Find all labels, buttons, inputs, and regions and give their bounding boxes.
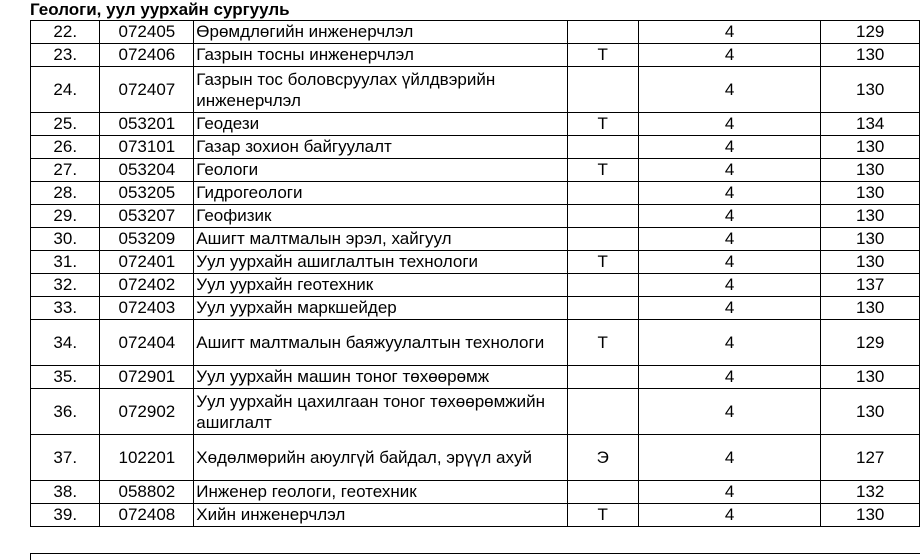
row-number: 28. bbox=[31, 182, 100, 205]
program-code: 073101 bbox=[100, 136, 194, 159]
program-code: 053204 bbox=[100, 159, 194, 182]
table-row bbox=[31, 251, 920, 274]
program-code: 053207 bbox=[100, 205, 194, 228]
program-type: Э bbox=[567, 435, 638, 481]
table-row bbox=[31, 274, 920, 297]
program-credits: 130 bbox=[821, 67, 920, 113]
program-name: Геофизик bbox=[194, 205, 567, 228]
program-name: Хөдөлмөрийн аюулгүй байдал, эрүүл ахуй bbox=[194, 435, 567, 481]
program-code: 058802 bbox=[100, 481, 194, 504]
program-type: Т bbox=[567, 44, 638, 67]
table-row bbox=[31, 320, 920, 366]
program-credits: 130 bbox=[821, 159, 920, 182]
row-number: 25. bbox=[31, 113, 100, 136]
program-type bbox=[567, 136, 638, 159]
program-credits: 130 bbox=[821, 44, 920, 67]
program-years: 4 bbox=[638, 504, 821, 527]
program-type: Т bbox=[567, 504, 638, 527]
program-code: 072407 bbox=[100, 67, 194, 113]
program-type bbox=[567, 21, 638, 44]
program-type bbox=[567, 389, 638, 435]
program-years: 4 bbox=[638, 182, 821, 205]
program-credits: 137 bbox=[821, 274, 920, 297]
row-number: 35. bbox=[31, 366, 100, 389]
program-name: Уул уурхайн цахилгаан тоног төхөөрөмжийн ашиглалт bbox=[194, 389, 567, 435]
table-row bbox=[31, 205, 920, 228]
table-row bbox=[31, 136, 920, 159]
program-type bbox=[567, 67, 638, 113]
program-years: 4 bbox=[638, 21, 821, 44]
program-years: 4 bbox=[638, 67, 821, 113]
program-type: Т bbox=[567, 251, 638, 274]
row-number: 33. bbox=[31, 297, 100, 320]
row-number: 37. bbox=[31, 435, 100, 481]
program-years: 4 bbox=[638, 44, 821, 67]
program-credits: 127 bbox=[821, 435, 920, 481]
program-code: 053205 bbox=[100, 182, 194, 205]
program-name: Инженер геологи, геотехник bbox=[194, 481, 567, 504]
program-code: 072402 bbox=[100, 274, 194, 297]
program-code: 072406 bbox=[100, 44, 194, 67]
program-code: 072408 bbox=[100, 504, 194, 527]
program-type bbox=[567, 182, 638, 205]
program-credits: 129 bbox=[821, 320, 920, 366]
programs-table bbox=[30, 20, 920, 527]
program-credits: 130 bbox=[821, 366, 920, 389]
program-years: 4 bbox=[638, 136, 821, 159]
program-years: 4 bbox=[638, 113, 821, 136]
program-name: Хийн инженерчлэл bbox=[194, 504, 567, 527]
row-number: 34. bbox=[31, 320, 100, 366]
table-row bbox=[31, 297, 920, 320]
program-code: 053209 bbox=[100, 228, 194, 251]
program-credits: 130 bbox=[821, 228, 920, 251]
program-years: 4 bbox=[638, 320, 821, 366]
program-credits: 134 bbox=[821, 113, 920, 136]
table-row bbox=[31, 481, 920, 504]
program-type: Т bbox=[567, 113, 638, 136]
program-type bbox=[567, 274, 638, 297]
table-row bbox=[31, 113, 920, 136]
program-years: 4 bbox=[638, 205, 821, 228]
program-name: Газрын тос боловсруулах үйлдвэрийн инженерчлэл bbox=[194, 67, 567, 113]
section-title: Геологи, уул уурхайн сургууль bbox=[30, 0, 290, 19]
table-row bbox=[31, 504, 920, 527]
program-name: Ашигт малтмалын эрэл, хайгуул bbox=[194, 228, 567, 251]
table-row bbox=[31, 228, 920, 251]
table-row bbox=[31, 435, 920, 481]
row-number: 29. bbox=[31, 205, 100, 228]
program-name: Геологи bbox=[194, 159, 567, 182]
program-credits: 130 bbox=[821, 389, 920, 435]
program-name: Уул уурхайн ашиглалтын технологи bbox=[194, 251, 567, 274]
program-code: 072901 bbox=[100, 366, 194, 389]
row-number: 26. bbox=[31, 136, 100, 159]
row-number: 31. bbox=[31, 251, 100, 274]
program-years: 4 bbox=[638, 251, 821, 274]
program-credits: 130 bbox=[821, 205, 920, 228]
row-number: 30. bbox=[31, 228, 100, 251]
row-number: 39. bbox=[31, 504, 100, 527]
table-row bbox=[31, 67, 920, 113]
table-row bbox=[31, 366, 920, 389]
program-name: Газрын тосны инженерчлэл bbox=[194, 44, 567, 67]
program-code: 072403 bbox=[100, 297, 194, 320]
program-credits: 130 bbox=[821, 251, 920, 274]
program-name: Уул уурхайн геотехник bbox=[194, 274, 567, 297]
row-number: 32. bbox=[31, 274, 100, 297]
table-row bbox=[31, 159, 920, 182]
row-number: 36. bbox=[31, 389, 100, 435]
row-number: 27. bbox=[31, 159, 100, 182]
row-number: 23. bbox=[31, 44, 100, 67]
program-code: 072902 bbox=[100, 389, 194, 435]
program-code: 053201 bbox=[100, 113, 194, 136]
program-name: Уул уурхайн машин тоног төхөөрөмж bbox=[194, 366, 567, 389]
program-name: Гидрогеологи bbox=[194, 182, 567, 205]
program-code: 072401 bbox=[100, 251, 194, 274]
table-row bbox=[31, 389, 920, 435]
program-type bbox=[567, 366, 638, 389]
program-name: Өрөмдлөгийн инженерчлэл bbox=[194, 21, 567, 44]
program-years: 4 bbox=[638, 481, 821, 504]
program-type: Т bbox=[567, 159, 638, 182]
program-name: Геодези bbox=[194, 113, 567, 136]
program-credits: 130 bbox=[821, 182, 920, 205]
program-code: 072404 bbox=[100, 320, 194, 366]
program-years: 4 bbox=[638, 274, 821, 297]
row-number: 22. bbox=[31, 21, 100, 44]
program-credits: 130 bbox=[821, 136, 920, 159]
row-number: 24. bbox=[31, 67, 100, 113]
program-credits: 130 bbox=[821, 504, 920, 527]
program-type bbox=[567, 228, 638, 251]
program-years: 4 bbox=[638, 228, 821, 251]
program-years: 4 bbox=[638, 435, 821, 481]
program-name: Ашигт малтмалын баяжуулалтын технологи bbox=[194, 320, 567, 366]
program-name: Газар зохион байгуулалт bbox=[194, 136, 567, 159]
program-credits: 129 bbox=[821, 21, 920, 44]
table-row bbox=[31, 44, 920, 67]
program-type bbox=[567, 297, 638, 320]
row-number: 38. bbox=[31, 481, 100, 504]
table-row bbox=[31, 182, 920, 205]
programs-table-body bbox=[31, 21, 920, 527]
program-type bbox=[567, 481, 638, 504]
program-type: Т bbox=[567, 320, 638, 366]
program-code: 072405 bbox=[100, 21, 194, 44]
program-years: 4 bbox=[638, 297, 821, 320]
program-credits: 132 bbox=[821, 481, 920, 504]
program-years: 4 bbox=[638, 366, 821, 389]
program-years: 4 bbox=[638, 159, 821, 182]
program-code: 102201 bbox=[100, 435, 194, 481]
program-name: Уул уурхайн маркшейдер bbox=[194, 297, 567, 320]
program-credits: 130 bbox=[821, 297, 920, 320]
program-years: 4 bbox=[638, 389, 821, 435]
table-row bbox=[31, 21, 920, 44]
program-type bbox=[567, 205, 638, 228]
